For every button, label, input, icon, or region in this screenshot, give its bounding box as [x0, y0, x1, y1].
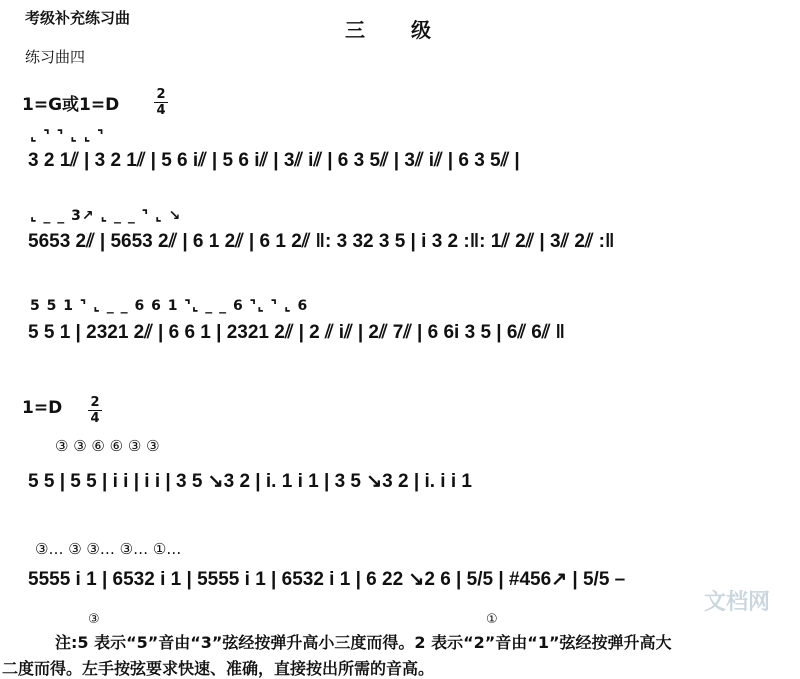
- piece-title: 练习曲四: [25, 48, 86, 66]
- notation-row-4: 5 5 | 5 5 | i i | i i | 3 5 ↘3 2 | i. 1 i 1 | 3 5 ↘3 2 | i. i i 1: [28, 471, 472, 492]
- footnote-string-mark-1: ③: [88, 612, 100, 627]
- articulation-row-3: 5 5 1 ⌝ ⌞ _ _ 6 6 1 ⌝⌞ _ _ 6 ⌝⌞ ⌝ ⌞ 6: [30, 298, 309, 314]
- level-title: 三 级: [345, 18, 433, 42]
- time-signature-2: [88, 396, 102, 425]
- footnote-line-2: 二度而得。左手按弦要求快速、准确，直接按出所需的音高。: [2, 659, 435, 678]
- notation-row-2: 5653 2⫽ | 5653 2⫽ | 6 1 2⫽ | 6 1 2⫽ ‖: 3 32 3 5 | i 3 2 :‖: 1⫽ 2⫽ | 3⫽ 2⫽ :‖: [28, 231, 615, 252]
- time-signature-1: [154, 88, 168, 117]
- notation-row-5: 5555 i 1 | 6532 i 1 | 5555 i 1 | 6532 i 1 | 6 22 ↘2 6 | 5/5 | #456↗ | 5/5 –: [28, 569, 626, 590]
- meter-bottom: 4: [90, 411, 100, 426]
- articulation-row-1: ⌞ ⌝ ⌝ ⌞ ⌞ ⌝: [30, 128, 105, 144]
- meter-bottom: 4: [156, 103, 166, 118]
- meter-top: 2: [90, 395, 100, 410]
- string-marks-row-4: ③ ③ ⑥ ⑥ ③ ③: [55, 437, 160, 455]
- key-signature-2: 1=D: [22, 398, 63, 418]
- watermark-logo: 文档网: [703, 590, 770, 615]
- articulation-row-2: ⌞ _ _ 3↗ ⌞ _ _ ⌝ ⌞ ↘: [30, 208, 182, 224]
- footnote-line-1: 注:5 表示“5”音由“3”弦经按弹升高小三度而得。2 表示“2”音由“1”弦经按弹升高大: [55, 633, 672, 652]
- notation-row-3: 5 5 1 | 2321 2⫽ | 6 6 1 | 2321 2⫽ | 2 ⫽ i⫽ | 2⫽ 7⫽ | 6 6i 3 5 | 6⫽ 6⫽ ‖: [28, 322, 565, 343]
- string-marks-row-5: ③… ③ ③… ③… ①…: [35, 540, 182, 558]
- key-signature-1: 1=G或1=D: [22, 95, 120, 115]
- notation-row-1: 3 2 1⫽ | 3 2 1⫽ | 5 6 i⫽ | 5 6 i⫽ | 3⫽ i⫽ | 6 3 5⫽ | 3⫽ i⫽ | 6 3 5⫽ |: [28, 150, 520, 171]
- footnote-string-mark-2: ①: [486, 612, 498, 627]
- book-title: 考级补充练习曲: [25, 9, 131, 27]
- meter-top: 2: [156, 87, 166, 102]
